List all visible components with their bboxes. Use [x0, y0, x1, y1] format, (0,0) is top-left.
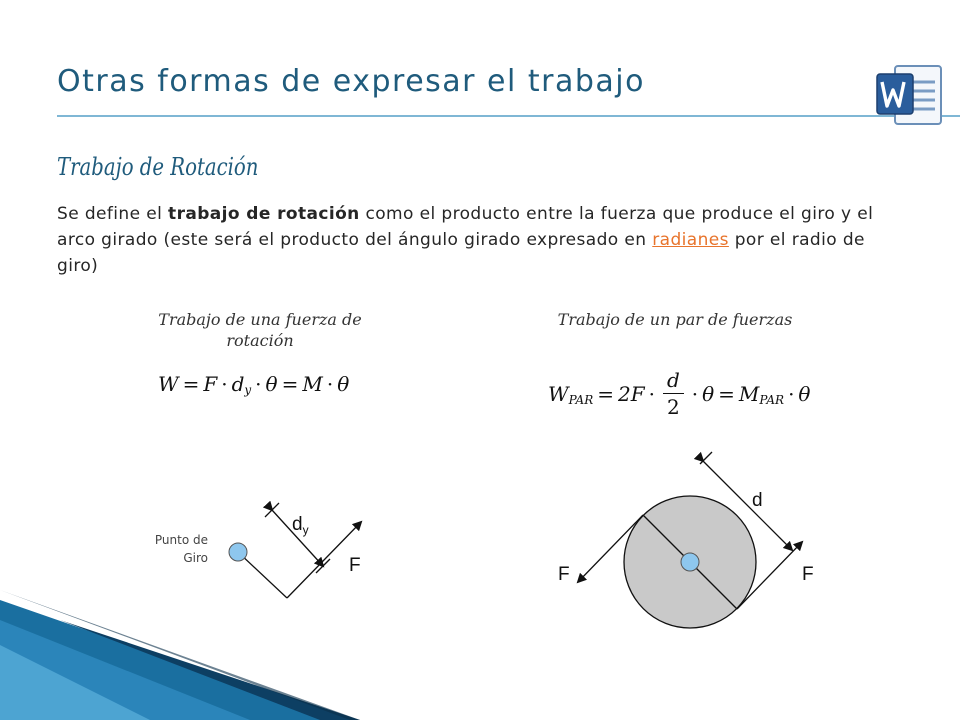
paragraph-text: como el producto entre la fuerza que produce el giro y el arco girado (este será el producto del ángulo girado expresado en [57, 204, 874, 250]
paragraph-text: Se define el [57, 204, 169, 224]
formula-symbol: F [203, 372, 218, 396]
slide-title: Otras formas de expresar el trabajo [57, 64, 645, 99]
pivot-point [229, 543, 247, 561]
distance-label [292, 514, 309, 537]
formula-subscript: PAR [759, 392, 785, 407]
formula-symbol: θ [265, 372, 278, 396]
formula-operator: · [326, 372, 334, 396]
left-caption: Trabajo de una fuerza de rotación [158, 310, 362, 350]
formula-operator: · [691, 381, 699, 406]
formula-symbol: θ [798, 381, 811, 406]
formula-symbol: 2F [618, 381, 645, 406]
formula-operator: · [788, 381, 795, 406]
pivot-label: Punto de Giro [154, 533, 208, 565]
formula-symbol: W [158, 372, 179, 396]
section-heading: Trabajo de Rotación [57, 153, 259, 181]
force-label: F [349, 555, 361, 576]
couple-work-formula [548, 370, 810, 417]
distance-letter: d [292, 514, 303, 535]
formula-operator: = [281, 372, 299, 396]
formula-symbol: M [738, 381, 760, 406]
formula-operator: · [221, 372, 228, 396]
distance-subscript: y [302, 523, 309, 537]
paragraph-bold-term: trabajo de rotación [168, 204, 360, 224]
force-couple-diagram [540, 450, 840, 640]
formula-fraction [663, 370, 684, 417]
fraction-denominator: 2 [663, 393, 684, 417]
definition-paragraph [57, 201, 907, 279]
formula-symbol: M [302, 372, 323, 396]
force-label-right: F [802, 564, 814, 585]
radianes-link[interactable]: radianes [652, 230, 729, 250]
distance-label: d [752, 490, 763, 511]
right-caption: Trabajo de un par de fuerzas [557, 310, 793, 329]
formula-symbol: θ [337, 372, 350, 396]
fraction-numerator: d [666, 368, 680, 392]
rotation-work-formula [158, 372, 349, 396]
formula-subscript: PAR [568, 392, 594, 407]
formula-operator: · [255, 372, 262, 396]
formula-operator: = [182, 372, 200, 396]
formula-symbol: θ [702, 381, 715, 406]
force-label-left: F [558, 564, 570, 585]
dimension-tick [700, 452, 712, 464]
formula-symbol: d [231, 372, 245, 396]
formula-operator: = [597, 381, 615, 406]
formula-operator: = [718, 381, 735, 406]
corner-decoration [0, 590, 360, 720]
formula-operator: · [648, 381, 655, 406]
formula-symbol: W [548, 381, 569, 406]
formula-subscript: y [244, 383, 252, 397]
pivot-point [681, 553, 699, 571]
paragraph-text: por el radio de giro) [57, 230, 865, 276]
title-divider [57, 115, 960, 117]
word-document-icon[interactable] [873, 60, 945, 130]
